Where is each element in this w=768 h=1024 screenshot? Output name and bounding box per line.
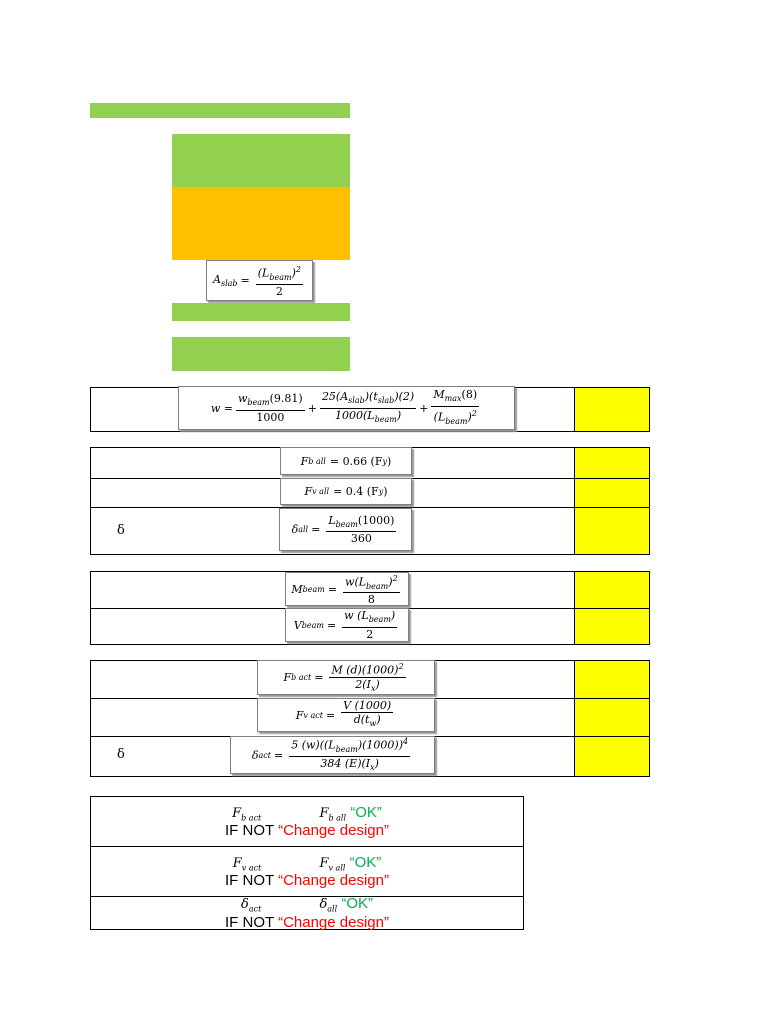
check-row-fv: $F_{v act}$ $F_{v all}$ “OK” IF NOT “Change design” bbox=[225, 853, 389, 890]
formula-m-beam: M beam = $\frac{w(L_{beam})^2}{8}$ bbox=[285, 572, 409, 606]
fv-all-result-cell bbox=[574, 479, 649, 507]
fb-all-result-cell bbox=[574, 448, 649, 478]
input-band-green bbox=[172, 134, 350, 187]
check-table bbox=[90, 796, 524, 930]
formula-w: w = $\frac{w_{beam}(9.81)}{1000}$ + $\frac{25(A_{slab})(t_{slab})(2)}{1000(L_{beam})}$ + $\frac{M_{max}(8)}{(L_{beam})^2}$ bbox=[178, 386, 515, 430]
m-beam-result-cell bbox=[574, 572, 649, 608]
formula-fv-all: F v all = 0.4 (F y ) bbox=[280, 478, 412, 505]
formula-delta-act: δ act = $\frac{5 (w)((L_{beam})(1000))^4}{384 (E)(I_x)}$ bbox=[230, 736, 435, 774]
v-beam-result-cell bbox=[574, 609, 649, 644]
delta-all-result-cell bbox=[574, 508, 649, 554]
delta-act-label: δ bbox=[117, 747, 125, 762]
input-band-green-2 bbox=[172, 303, 350, 321]
formula-v-beam: V beam = $\frac{w (L_{beam})}{2}$ bbox=[285, 608, 409, 642]
fb-act-result-cell bbox=[574, 661, 649, 698]
input-band-orange bbox=[172, 187, 350, 260]
formula-fv-act: F v act = $\frac{V (1000)}{d(t_w)}$ bbox=[257, 698, 435, 732]
formula-a-slab: $A_{slab}$ = $\frac{(L_{beam})^2}{2}$ bbox=[206, 260, 313, 301]
formula-delta-all: δ all = $\frac{L_{beam}(1000)}{360}$ bbox=[279, 508, 412, 551]
formula-fb-all: F b all = 0.66 (F y ) bbox=[280, 447, 412, 475]
check-row-fb: $F_{b act}$ $F_{b all}$ “OK” IF NOT “Change design” bbox=[225, 803, 389, 840]
formula-fb-act: F b act = $\frac{M (d)(1000)^2}{2(I_x)}$ bbox=[257, 660, 435, 695]
fv-act-result-cell bbox=[574, 699, 649, 736]
input-band-green-3 bbox=[172, 337, 350, 371]
load-result-cell bbox=[574, 388, 649, 431]
header-band bbox=[90, 103, 350, 118]
check-row-delta: $\delta_{act}$ $\delta_{all}$ “OK” IF NOT “Change design” bbox=[225, 895, 389, 931]
delta-act-result-cell bbox=[574, 737, 649, 776]
delta-all-label: δ bbox=[117, 523, 125, 538]
